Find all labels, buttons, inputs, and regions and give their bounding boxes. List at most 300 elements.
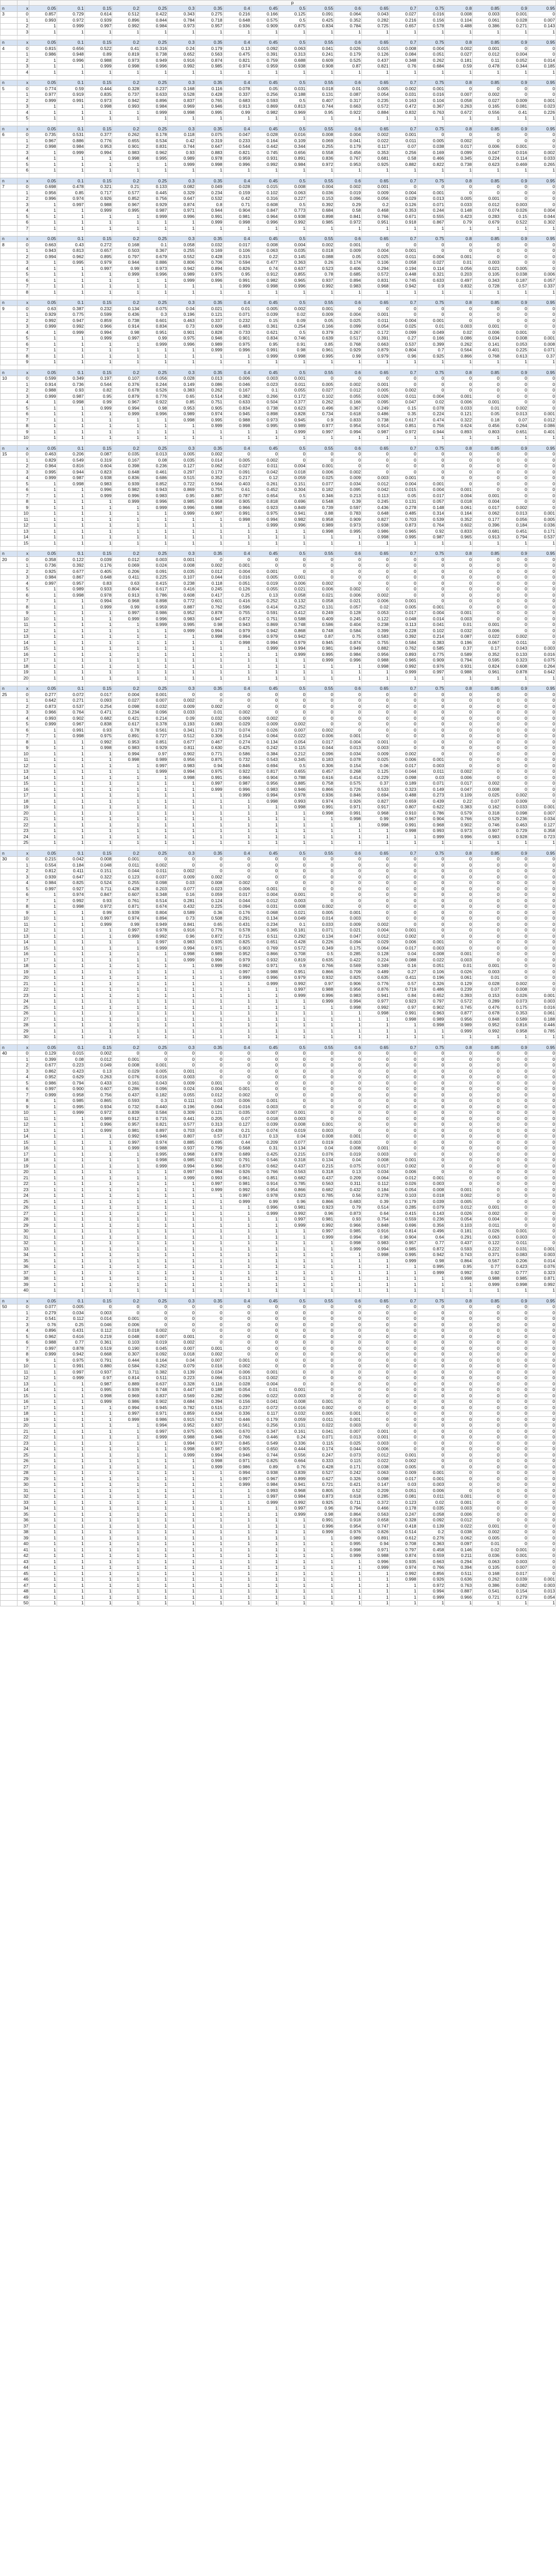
probability-cell: 1 (84, 435, 112, 441)
p-value-header: 0.3 (168, 300, 196, 306)
probability-cell: 0.064 (334, 11, 362, 18)
probability-cell: 0.988 (223, 417, 251, 423)
probability-cell: 1 (195, 675, 223, 682)
probability-cell: 0.997 (306, 1228, 334, 1234)
probability-cell: 0.078 (417, 405, 445, 412)
probability-cell: 0.951 (361, 219, 389, 226)
probability-cell: 0.109 (279, 138, 306, 144)
empty-cell (389, 1294, 417, 1298)
probability-cell: 0.294 (361, 266, 389, 272)
probability-cell: 1 (195, 1282, 223, 1288)
p-value-header: 0.95 (528, 178, 555, 184)
x-value-cell: 15 (18, 945, 29, 952)
probability-cell: 0.609 (195, 324, 223, 330)
probability-cell: 0.988 (140, 1145, 168, 1151)
n-value-cell (1, 417, 18, 423)
probability-cell: 0.677 (29, 1062, 57, 1069)
probability-cell: 1 (57, 505, 84, 511)
probability-cell: 0.036 (528, 522, 555, 529)
empty-cell (334, 122, 362, 126)
table-row (1, 493, 556, 499)
probability-cell: 1 (168, 1034, 196, 1040)
probability-cell: 0.244 (417, 208, 445, 214)
n-value-cell (1, 751, 18, 757)
empty-cell (168, 295, 196, 300)
table-row (1, 219, 556, 226)
probability-cell: 0.956 (445, 1016, 473, 1023)
n-value-cell (1, 892, 18, 898)
p-value-header: 0.6 (334, 80, 362, 86)
probability-cell: 0.996 (140, 272, 168, 278)
probability-cell: 0.002 (445, 1193, 473, 1199)
probability-cell: 0.997 (140, 939, 168, 945)
probability-cell: 0.834 (140, 324, 168, 330)
probability-cell: 0 (445, 939, 473, 945)
table-row (1, 1157, 556, 1163)
probability-cell: 0.529 (473, 816, 500, 822)
probability-cell: 1 (389, 226, 417, 232)
probability-cell: 0.096 (334, 196, 362, 202)
empty-cell (195, 231, 223, 236)
probability-cell: 0.063 (279, 46, 306, 52)
probability-cell: 0.456 (473, 423, 500, 429)
probability-cell: 1 (112, 634, 140, 640)
table-row (1, 335, 556, 342)
probability-cell: 0 (389, 898, 417, 904)
probability-cell: 0.992 (57, 898, 84, 904)
probability-cell: 0.476 (473, 1005, 500, 1011)
x-value-cell: 5 (18, 481, 29, 487)
probability-cell: 0 (306, 1050, 334, 1057)
probability-cell: 0 (445, 1110, 473, 1116)
probability-cell: 0.816 (57, 463, 84, 469)
probability-cell: 1 (112, 417, 140, 423)
probability-cell: 0.318 (306, 1169, 334, 1175)
probability-cell: 0 (500, 1057, 528, 1063)
probability-cell: 1 (195, 1211, 223, 1217)
probability-cell: 1 (29, 156, 57, 162)
probability-cell: 0 (223, 1080, 251, 1087)
probability-cell: 1 (168, 1205, 196, 1211)
probability-cell: 1 (389, 435, 417, 441)
probability-cell: 1 (57, 945, 84, 952)
p-value-header: 0.2 (112, 551, 140, 557)
probability-cell: 0.989 (445, 1022, 473, 1028)
table-row (1, 1140, 556, 1146)
probability-cell: 0.828 (279, 411, 306, 417)
probability-cell: 1 (29, 70, 57, 76)
x-value-cell: 1 (18, 862, 29, 869)
probability-cell: 0 (251, 1074, 279, 1080)
empty-cell (84, 681, 112, 686)
probability-cell: 0.886 (57, 138, 84, 144)
probability-cell: 1 (334, 828, 362, 834)
probability-cell: 0.167 (112, 457, 140, 464)
probability-cell: 0.999 (279, 1223, 306, 1229)
probability-cell: 0 (445, 1074, 473, 1080)
probability-cell: 1 (223, 429, 251, 435)
probability-cell: 0.044 (528, 214, 555, 220)
n-value-cell (1, 529, 18, 535)
p-value-header: 0.15 (84, 551, 112, 557)
probability-cell: 1 (417, 1282, 445, 1288)
probability-cell: 0.083 (500, 1252, 528, 1258)
probability-cell: 0.002 (500, 792, 528, 799)
probability-cell: 0.002 (389, 1163, 417, 1170)
probability-cell: 0.002 (445, 138, 473, 144)
n-value-cell (1, 399, 18, 405)
probability-cell: 0.423 (445, 214, 473, 220)
probability-cell: 0 (500, 910, 528, 916)
probability-cell: 0 (528, 1328, 555, 1334)
p-value-header: 0.9 (500, 551, 528, 557)
p-value-header: 0.65 (361, 446, 389, 452)
probability-cell: 0.833 (334, 417, 362, 423)
p-value-header: 0.1 (57, 370, 84, 376)
probability-cell: 1 (57, 1264, 84, 1270)
probability-cell: 0 (417, 312, 445, 318)
empty-cell (445, 75, 473, 80)
probability-cell: 0.003 (445, 324, 473, 330)
probability-cell: 0.214 (140, 716, 168, 722)
probability-cell: 0.969 (279, 110, 306, 116)
probability-cell: 0.8 (195, 202, 223, 208)
probability-cell: 0.515 (168, 475, 196, 481)
probability-cell: 1 (361, 115, 389, 122)
probability-cell: 0.633 (223, 399, 251, 405)
probability-cell: 0.998 (223, 640, 251, 646)
probability-cell: 0.896 (112, 18, 140, 24)
x-value-cell: 24 (18, 834, 29, 840)
probability-cell: 0.901 (112, 144, 140, 150)
probability-cell: 0 (334, 1062, 362, 1069)
probability-cell: 1 (112, 214, 140, 220)
probability-cell: 0.255 (306, 144, 334, 150)
n-value-cell (1, 664, 18, 670)
p-value-header: 0.25 (140, 686, 168, 692)
x-value-cell: 13 (18, 634, 29, 640)
probability-cell: 0 (195, 856, 223, 862)
probability-cell: 1 (57, 534, 84, 540)
probability-cell: 0.406 (334, 266, 362, 272)
probability-cell: 1 (168, 290, 196, 296)
probability-cell: 0.001 (445, 610, 473, 616)
probability-cell: 0.012 (361, 934, 389, 940)
probability-cell: 1 (57, 792, 84, 799)
probability-cell: 0.254 (84, 704, 112, 710)
probability-cell: 1 (29, 347, 57, 353)
empty-cell (445, 1294, 473, 1298)
probability-cell: 0 (445, 916, 473, 922)
probability-cell: 0.01 (334, 86, 362, 92)
probability-cell: 1 (251, 1282, 279, 1288)
probability-cell: 0.996 (29, 196, 57, 202)
probability-cell: 1 (140, 540, 168, 547)
probability-cell: 0 (361, 451, 389, 457)
probability-cell: 0.008 (306, 132, 334, 138)
probability-cell: 0 (389, 698, 417, 704)
probability-cell: 0.058 (306, 598, 334, 604)
n-value-cell (1, 804, 18, 810)
p-value-header: 0.4 (223, 551, 251, 557)
table-row (1, 880, 556, 886)
probability-cell: 0.01 (445, 963, 473, 969)
empty-cell (168, 122, 196, 126)
p-value-header: 0.1 (57, 686, 84, 692)
probability-cell: 1 (195, 359, 223, 365)
n-value-cell (1, 517, 18, 523)
probability-cell: 1 (334, 290, 362, 296)
empty-cell (528, 174, 555, 178)
probability-cell: 1 (112, 1005, 140, 1011)
probability-cell: 1 (195, 810, 223, 817)
table-row (1, 1264, 556, 1270)
probability-cell: 1 (29, 429, 57, 435)
probability-cell: 1 (84, 763, 112, 769)
probability-cell: 0.994 (334, 429, 362, 435)
table-row (1, 810, 556, 817)
probability-cell: 0 (389, 704, 417, 710)
probability-cell: 0.563 (306, 1181, 334, 1187)
probability-cell: 1 (500, 290, 528, 296)
probability-cell: 0.984 (334, 652, 362, 658)
probability-cell: 0 (334, 1080, 362, 1087)
probability-cell: 0.004 (306, 184, 334, 190)
probability-cell: 0.922 (334, 110, 362, 116)
probability-cell: 0.114 (500, 156, 528, 162)
probability-cell: 1 (140, 834, 168, 840)
probability-cell: 0 (140, 1322, 168, 1328)
probability-cell: 0.946 (140, 1133, 168, 1140)
probability-cell: 0.143 (528, 23, 555, 29)
x-value-cell: 2 (18, 569, 29, 575)
empty-cell (500, 122, 528, 126)
probability-cell: 0.975 (251, 511, 279, 517)
empty-cell (334, 681, 362, 686)
probability-cell: 0.002 (334, 469, 362, 476)
x-value-cell: 7 (18, 226, 29, 232)
probability-cell: 0.188 (528, 1016, 555, 1023)
probability-cell: 1 (223, 70, 251, 76)
probability-cell: 0.011 (279, 382, 306, 388)
n-value-cell (1, 1187, 18, 1193)
probability-cell: 1 (29, 828, 57, 834)
probability-cell: 1 (112, 1216, 140, 1223)
empty-cell (18, 35, 29, 40)
probability-cell: 0.031 (251, 904, 279, 910)
probability-cell: 0.053 (361, 610, 389, 616)
probability-cell: 0.054 (361, 92, 389, 98)
empty-cell (417, 231, 445, 236)
p-value-header: 0.7 (389, 40, 417, 46)
probability-cell: 0 (389, 1074, 417, 1080)
probability-cell: 0.728 (473, 283, 500, 290)
probability-cell: 0.997 (29, 581, 57, 587)
probability-cell: 0.002 (361, 592, 389, 599)
probability-cell: 0.999 (112, 499, 140, 505)
probability-cell: 1 (473, 675, 500, 682)
table-row (1, 29, 556, 36)
probability-cell: 1 (29, 1128, 57, 1134)
probability-cell: 0.5 (279, 202, 306, 208)
probability-cell: 1 (57, 657, 84, 664)
probability-cell: 1 (29, 622, 57, 628)
probability-cell: 0 (445, 318, 473, 324)
n-value-cell (1, 330, 18, 336)
probability-cell: 0.992 (29, 318, 57, 324)
probability-cell: 0.051 (417, 963, 445, 969)
probability-cell: 0.059 (279, 475, 306, 481)
n-value-cell (1, 110, 18, 116)
probability-cell: 0 (473, 382, 500, 388)
p-value-header: 0.05 (29, 370, 57, 376)
probability-cell: 0 (500, 382, 528, 388)
probability-cell: 1 (140, 435, 168, 441)
probability-cell: 0 (473, 709, 500, 716)
n-value-cell (1, 874, 18, 880)
probability-cell: 0.978 (279, 792, 306, 799)
n-value-cell (1, 1074, 18, 1080)
probability-cell: 0 (334, 1074, 362, 1080)
probability-cell: 0 (417, 910, 445, 916)
probability-cell: 0.998 (112, 757, 140, 763)
n-value-cell (1, 1028, 18, 1035)
empty-corner-cell (18, 1, 29, 6)
probability-cell: 0 (417, 1133, 445, 1140)
probability-cell: 0.997 (140, 763, 168, 769)
table-row (1, 769, 556, 775)
x-value-cell: 1 (18, 248, 29, 254)
n-label-cell: n (1, 178, 18, 184)
probability-cell: 0 (528, 382, 555, 388)
empty-cell (140, 681, 168, 686)
probability-cell: 0.992 (306, 1223, 334, 1229)
probability-cell: 0 (417, 1163, 445, 1170)
probability-cell: 0.025 (361, 254, 389, 260)
probability-cell: 1 (57, 969, 84, 975)
table-row (1, 816, 556, 822)
probability-cell: 0.989 (195, 951, 223, 957)
probability-cell: 0 (500, 586, 528, 592)
probability-cell: 0.992 (279, 981, 306, 987)
p-value-header: 0.7 (389, 178, 417, 184)
probability-cell: 0.684 (306, 208, 334, 214)
probability-cell: 0.999 (445, 1028, 473, 1035)
probability-cell: 0.042 (57, 856, 84, 862)
probability-cell: 1 (29, 1223, 57, 1229)
probability-cell: 0 (445, 1157, 473, 1163)
x-value-cell: 24 (18, 998, 29, 1005)
probability-cell: 0.134 (306, 1157, 334, 1163)
probability-cell: 0.997 (112, 335, 140, 342)
probability-cell: 0.663 (29, 242, 57, 248)
probability-cell: 0.74 (251, 266, 279, 272)
p-value-header: 0.4 (223, 300, 251, 306)
probability-cell: 0 (473, 904, 500, 910)
probability-cell: 0.313 (195, 1122, 223, 1128)
probability-cell: 0 (445, 382, 473, 388)
x-value-cell: 25 (18, 1199, 29, 1205)
probability-cell: 1 (168, 1270, 196, 1276)
p-value-header: 0.6 (334, 446, 362, 452)
x-value-cell: 1 (18, 457, 29, 464)
probability-cell: 0.474 (417, 417, 445, 423)
probability-cell: 0 (528, 709, 555, 716)
p-value-header: 0.25 (140, 446, 168, 452)
probability-cell: 1 (84, 963, 112, 969)
probability-cell: 0.001 (389, 1157, 417, 1163)
x-value-cell: 14 (18, 534, 29, 540)
probability-cell: 0.683 (334, 1199, 362, 1205)
probability-cell: 1 (223, 987, 251, 993)
probability-cell: 1 (57, 70, 84, 76)
probability-cell: 0.446 (528, 1022, 555, 1028)
probability-cell: 0.944 (417, 429, 445, 435)
probability-cell: 0.999 (473, 1282, 500, 1288)
probability-cell: 0.96 (279, 1199, 306, 1205)
probability-cell: 0.069 (306, 138, 334, 144)
p-value-header: 0.1 (57, 851, 84, 857)
probability-cell: 1 (445, 115, 473, 122)
empty-cell (334, 231, 362, 236)
probability-cell: 0 (528, 451, 555, 457)
p-value-header: 0.25 (140, 40, 168, 46)
probability-cell: 0.967 (57, 721, 84, 727)
probability-cell: 1 (112, 534, 140, 540)
probability-cell: 0.999 (140, 110, 168, 116)
probability-cell: 0.239 (445, 987, 473, 993)
probability-cell: 0.777 (500, 1270, 528, 1276)
probability-cell: 0.42 (168, 138, 196, 144)
probability-cell: 0 (500, 874, 528, 880)
p-value-header: 0.85 (473, 551, 500, 557)
empty-cell (279, 75, 306, 80)
x-value-cell: 29 (18, 1223, 29, 1229)
probability-cell: 0 (473, 138, 500, 144)
empty-cell (445, 295, 473, 300)
probability-cell: 0.923 (251, 505, 279, 511)
probability-cell: 1 (57, 616, 84, 622)
empty-cell (389, 546, 417, 551)
probability-cell: 1 (140, 70, 168, 76)
empty-cell (223, 441, 251, 446)
probability-cell: 0 (223, 557, 251, 563)
p-value-header: 0.25 (140, 551, 168, 557)
empty-cell (140, 122, 168, 126)
probability-cell: 0.96 (389, 353, 417, 360)
probability-cell: 0.903 (223, 945, 251, 952)
n-label-cell: n (1, 126, 18, 132)
empty-cell (1, 295, 18, 300)
probability-cell: 0.936 (223, 23, 251, 29)
probability-cell: 0.994 (251, 792, 279, 799)
table-row (1, 581, 556, 587)
probability-cell: 1 (445, 435, 473, 441)
probability-cell: 0.797 (417, 998, 445, 1005)
probability-cell: 0 (500, 387, 528, 394)
probability-cell: 1 (168, 987, 196, 993)
table-body (1, 1, 556, 1606)
probability-cell: 0.008 (306, 1133, 334, 1140)
probability-cell: 1 (29, 278, 57, 284)
x-value-cell: 32 (18, 1240, 29, 1246)
probability-cell: 1 (251, 1034, 279, 1040)
probability-cell: 0 (445, 1133, 473, 1140)
probability-cell: 0.016 (528, 652, 555, 658)
n-value-cell (1, 1228, 18, 1234)
probability-cell: 1 (84, 359, 112, 365)
probability-cell: 0.062 (195, 463, 223, 469)
